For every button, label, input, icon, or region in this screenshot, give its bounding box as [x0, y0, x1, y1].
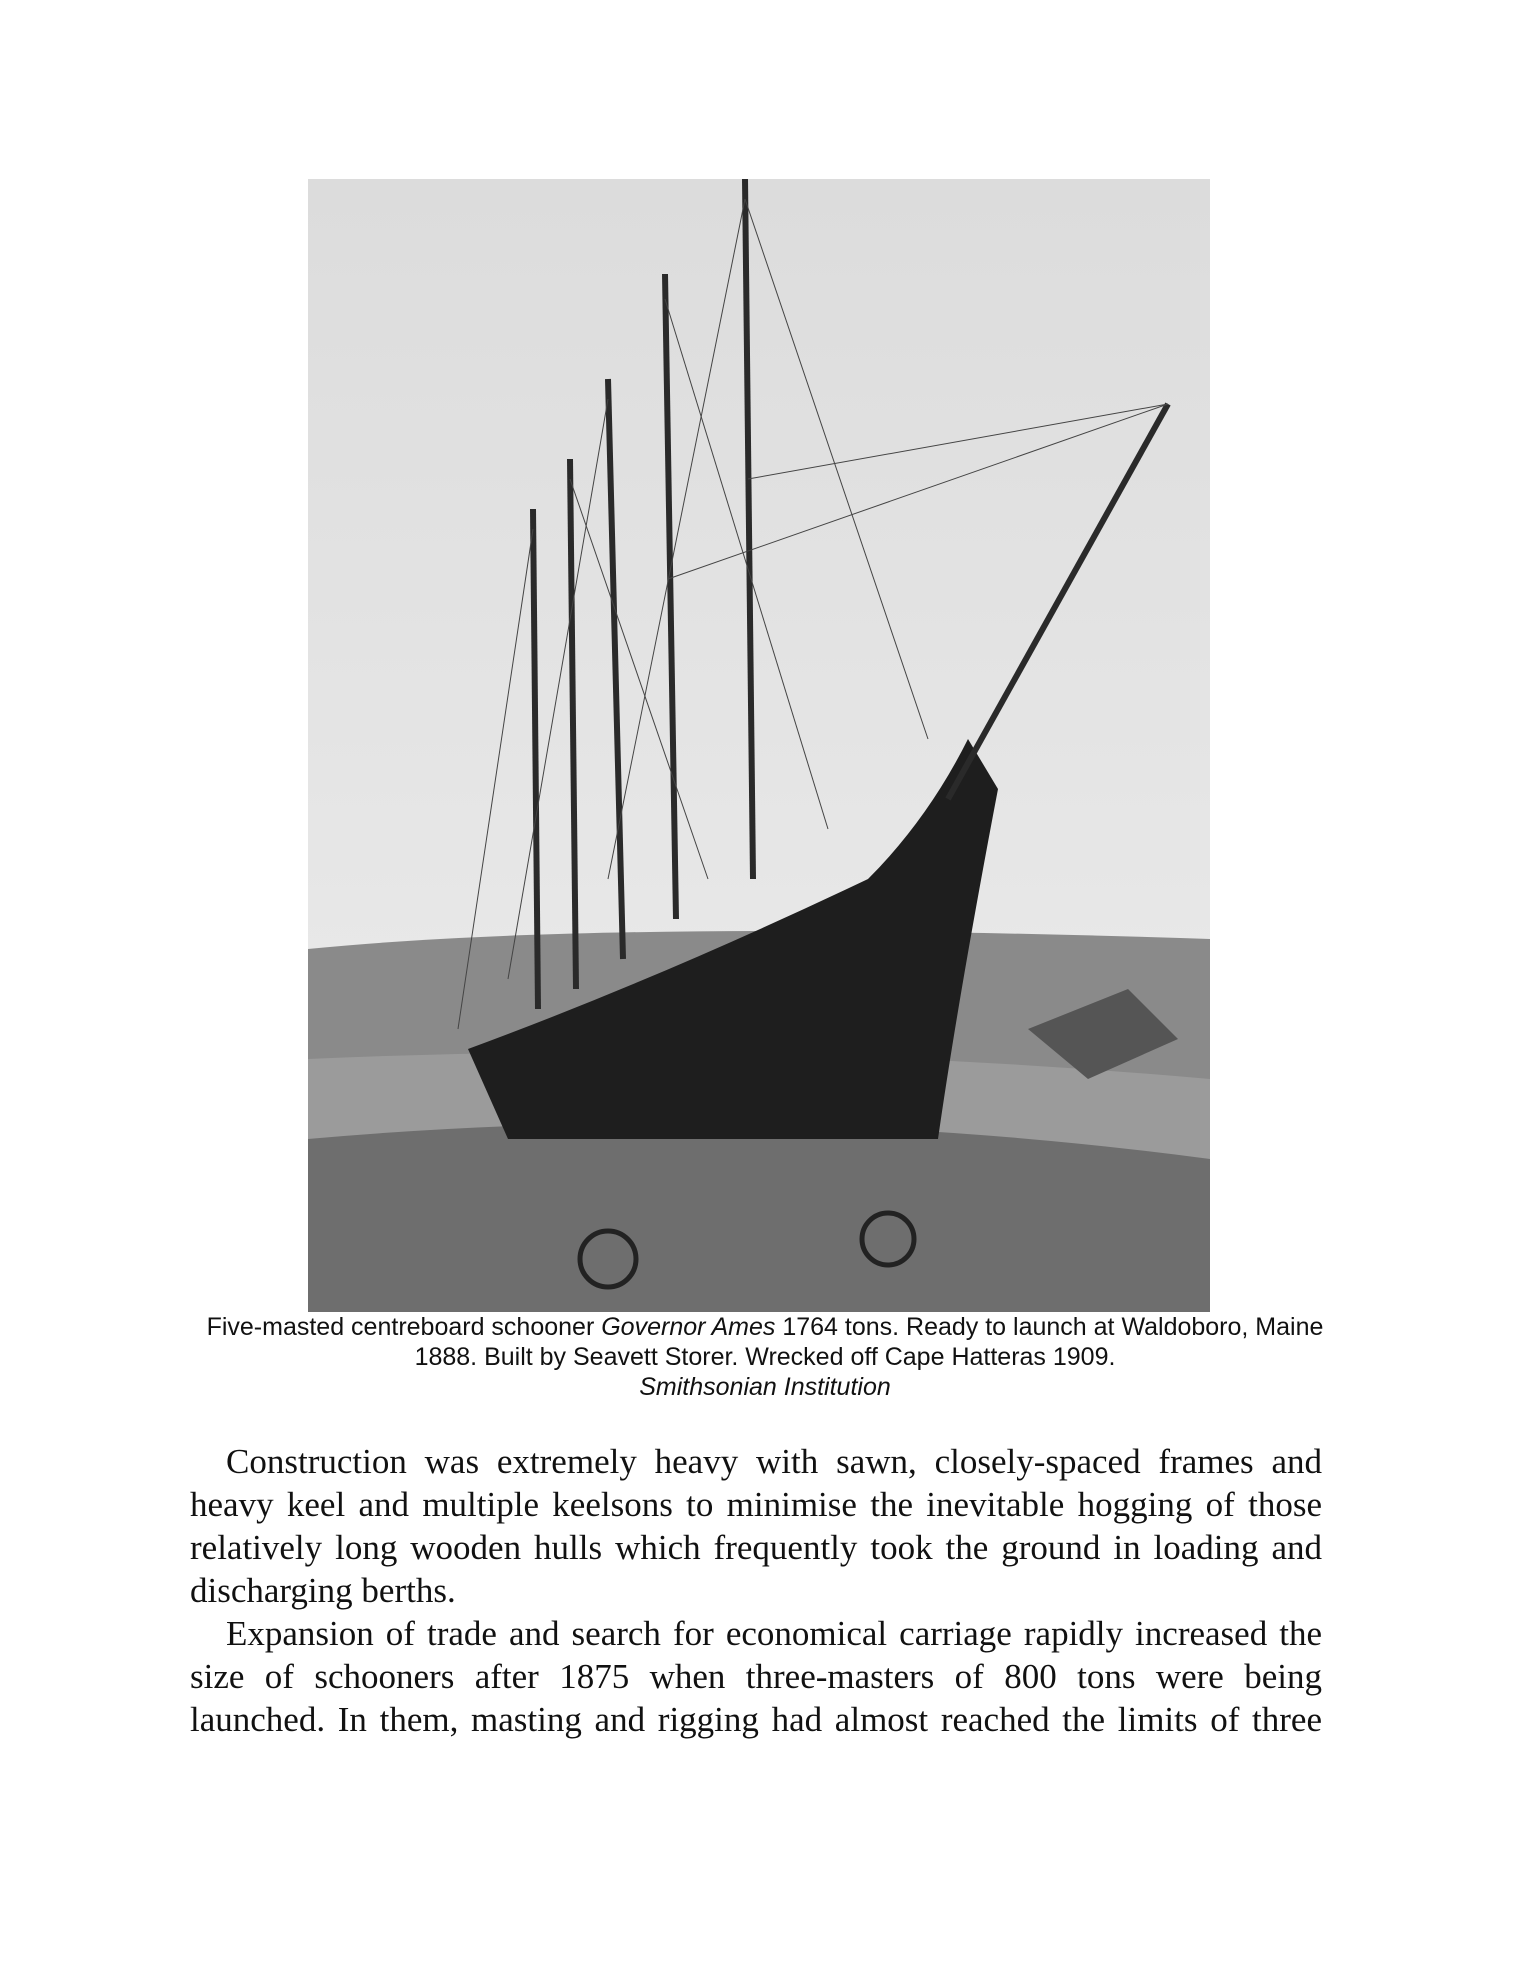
paragraph: Construction was extremely heavy with sawn, closely-spaced frames and heavy keel and multiple keelsons to minimise the inevitable hogging of those relatively long wooden hulls which frequently took the ground in loading and discharging berths. [190, 1442, 1322, 1610]
schooner-photograph [308, 179, 1210, 1312]
ship-name: Governor Ames [601, 1313, 776, 1341]
paragraph: Expansion of trade and search for economical carriage rapidly increased the size of schooners after 1875 when three-masters of 800 tons were being launched. In them, masting and rigging had almost reached the limits of three [190, 1614, 1322, 1739]
caption-text-cont: 1764 tons. Ready to launch at Waldoboro, Maine 1888. Built by Seavett Storer. Wrecked off Cape Hatteras 1909. [414, 1313, 1324, 1371]
photo-credit: Smithsonian Institution [639, 1373, 891, 1401]
figure-caption [200, 1312, 1330, 1402]
caption-text: Five-masted centreboard schooner [206, 1313, 602, 1341]
body-text [190, 1440, 1322, 1741]
